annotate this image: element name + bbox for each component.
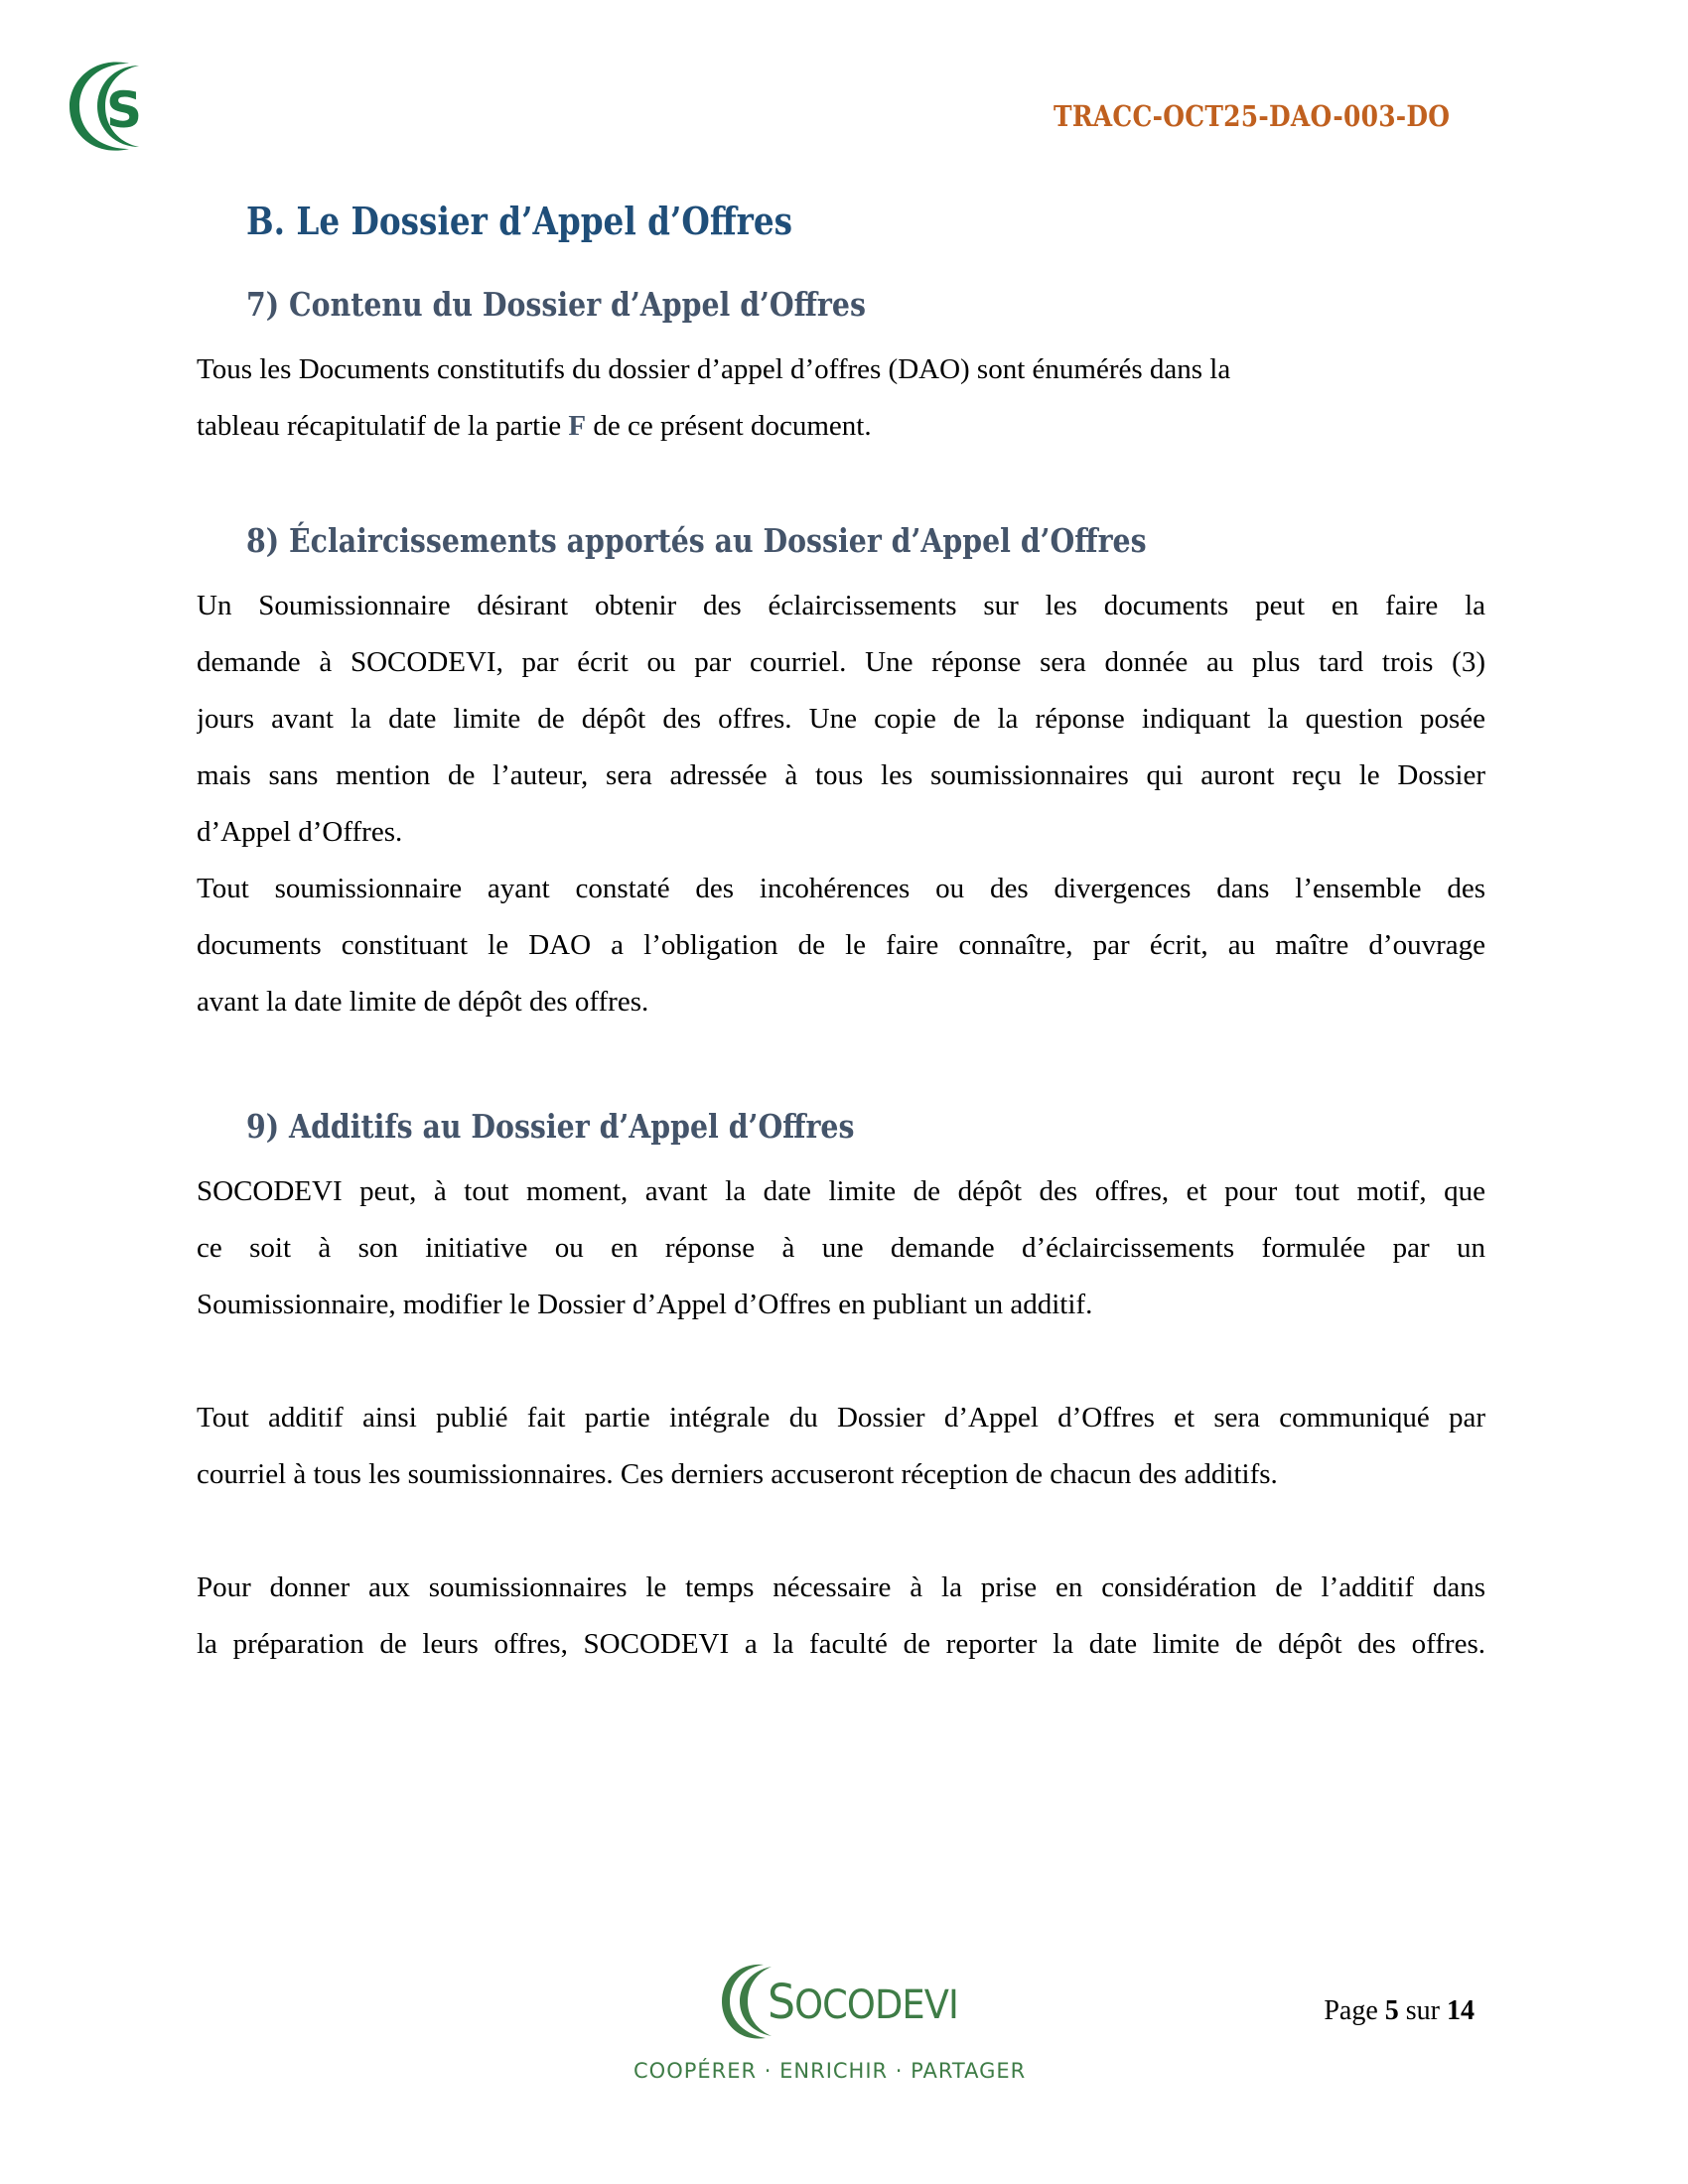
subsection-9-title: 9) Additifs au Dossier d’Appel d’Offres [246, 1107, 855, 1146]
text-run: tableau récapitulatif de la partie [197, 410, 562, 442]
paragraph-spacer [197, 1503, 1485, 1560]
paragraph-line: documents constituant le DAO a l’obligation de le faire connaître, par écrit, au maître d’ouvrage [197, 929, 1485, 961]
footer-tagline: COOPÉRER · ENRICHIR · PARTAGER [633, 2059, 1027, 2083]
footer-socodevi-logo [720, 1961, 968, 2042]
paragraph-line: ce soit à son initiative ou en réponse à une demande d’éclaircissements formulée par un [197, 1232, 1485, 1264]
paragraph-line: jours avant la date limite de dépôt des offres. Une copie de la réponse indiquant la question posée [197, 703, 1485, 735]
subsection-9-body [197, 1163, 1485, 1673]
section-title: B. Le Dossier d’Appel d’Offres [246, 199, 793, 243]
paragraph-line: mais sans mention de l’auteur, sera adressée à tous les soumissionnaires qui auront reçu le Dossier [197, 759, 1485, 791]
subsection-7-body [197, 341, 1485, 455]
paragraph-line: la préparation de leurs offres, SOCODEVI a la faculté de reporter la date limite de dépôt des offres. [197, 1628, 1485, 1660]
socodevi-logo-icon [68, 58, 153, 155]
subsection-8-body [197, 578, 1485, 1030]
paragraph-line: Un Soumissionnaire désirant obtenir des éclaircissements sur les documents peut en faire la [197, 590, 1485, 621]
paragraph-line [197, 398, 1485, 455]
footer-brand-name: SOCODEVI [768, 1975, 958, 2030]
page-total: 14 [1447, 1995, 1475, 2026]
part-reference: F [568, 410, 587, 442]
paragraph-line: demande à SOCODEVI, par écrit ou par courriel. Une réponse sera donnée au plus tard trois (3) [197, 646, 1485, 678]
text-run: de ce présent document. [593, 410, 872, 442]
paragraph-line: Tout soumissionnaire ayant constaté des incohérences ou des divergences dans l’ensemble des [197, 873, 1485, 904]
svg-text:S: S [106, 81, 143, 139]
paragraph-line: d’Appel d’Offres. [197, 816, 403, 848]
subsection-8-title: 8) Éclaircissements apportés au Dossier d’Appel d’Offres [246, 521, 1147, 560]
paragraph-line: Tout additif ainsi publié fait partie intégrale du Dossier d’Appel d’Offres et sera communiqué par [197, 1402, 1485, 1433]
page-current: 5 [1384, 1995, 1399, 2026]
paragraph-spacer [197, 1333, 1485, 1390]
paragraph-line: avant la date limite de dépôt des offres. [197, 986, 649, 1018]
page-number: Page 5 sur 14 [1324, 1995, 1475, 2026]
paragraph-line: SOCODEVI peut, à tout moment, avant la date limite de dépôt des offres, et pour tout motif, que [197, 1175, 1485, 1207]
subsection-7-title: 7) Contenu du Dossier d’Appel d’Offres [246, 285, 866, 324]
paragraph-line: courriel à tous les soumissionnaires. Ces derniers accuseront réception de chacun des additifs. [197, 1458, 1278, 1490]
document-code: TRACC-OCT25-DAO-003-DO [1053, 99, 1450, 133]
paragraph-line: Tous les Documents constitutifs du dossier d’appel d’offres (DAO) sont énumérés dans la [197, 353, 1231, 385]
paragraph-line: Soumissionnaire, modifier le Dossier d’Appel d’Offres en publiant un additif. [197, 1289, 1093, 1320]
paragraph-line: Pour donner aux soumissionnaires le temps nécessaire à la prise en considération de l’additif dans [197, 1571, 1485, 1603]
